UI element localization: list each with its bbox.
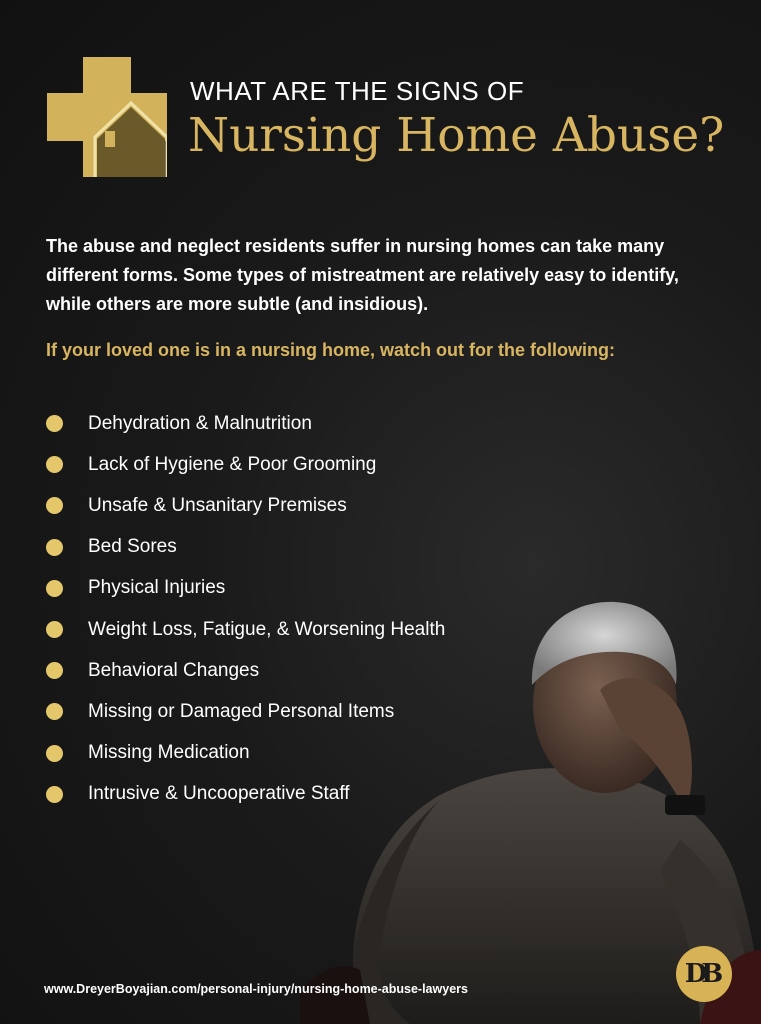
- intro-paragraph: The abuse and neglect residents suffer in nursing homes can take many different forms. Some types of mistreatment are relatively easy to identify, while others are more subtle (and insidious).: [46, 236, 679, 314]
- bullet-icon: [46, 662, 63, 679]
- sign-label: Missing Medication: [88, 742, 250, 764]
- sign-label: Behavioral Changes: [88, 659, 260, 681]
- bullet-icon: [46, 580, 63, 597]
- sign-label: Dehydration & Malnutrition: [88, 412, 312, 434]
- bullet-icon: [46, 415, 63, 432]
- cross-with-house-icon: [47, 57, 167, 177]
- db-monogram-logo: [676, 946, 732, 1002]
- list-item: [46, 527, 566, 568]
- sign-label: Physical Injuries: [88, 577, 226, 599]
- sign-label: Lack of Hygiene & Poor Grooming: [88, 453, 377, 475]
- bullet-icon: [46, 497, 63, 514]
- bullet-icon: [46, 703, 63, 720]
- bullet-icon: [46, 786, 63, 803]
- bullet-icon: [46, 539, 63, 556]
- bullet-icon: [46, 456, 63, 473]
- page-title: Nursing Home Abuse?: [188, 108, 725, 163]
- badge-text: DB: [684, 959, 718, 989]
- sign-label: Missing or Damaged Personal Items: [88, 700, 395, 722]
- sign-label: Unsafe & Unsanitary Premises: [88, 494, 347, 516]
- sign-label: Bed Sores: [88, 536, 177, 558]
- website-url[interactable]: www.DreyerBoyajian.com/personal-injury/nursing-home-abuse-lawyers: [44, 982, 468, 996]
- bullet-icon: [46, 745, 63, 762]
- list-item: [46, 444, 566, 485]
- list-item: [46, 403, 566, 444]
- list-item: [46, 485, 566, 526]
- lead-text: If your loved one is in a nursing home, watch out for the following:: [46, 340, 616, 360]
- sign-label: Weight Loss, Fatigue, & Worsening Health: [88, 618, 446, 640]
- sign-label: Intrusive & Uncooperative Staff: [88, 783, 350, 805]
- title-small: WHAT ARE THE SIGNS OF: [190, 76, 525, 106]
- bullet-icon: [46, 621, 63, 638]
